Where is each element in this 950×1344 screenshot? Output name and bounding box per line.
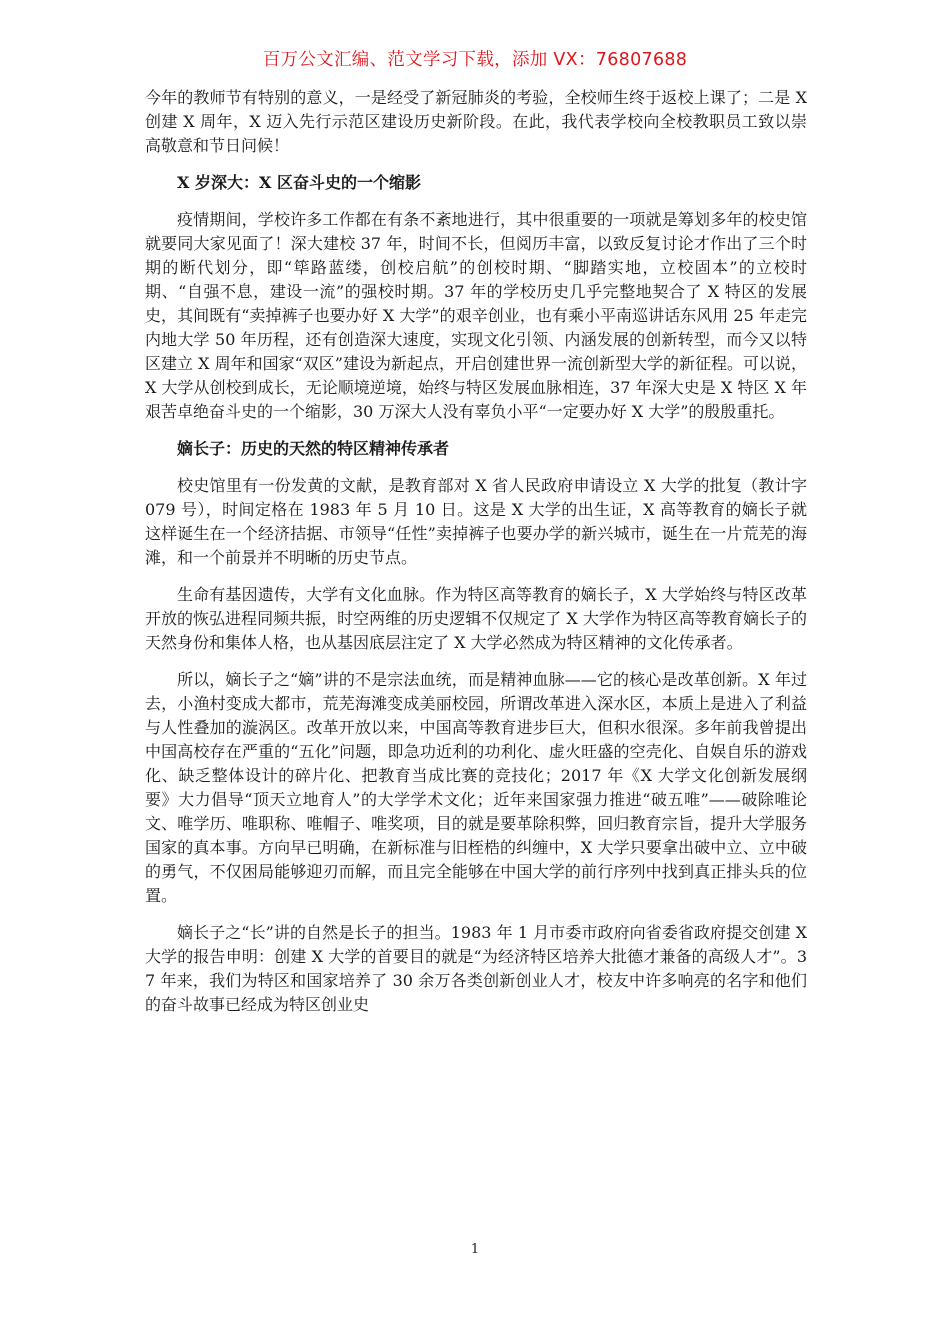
section-heading-2: 嫡长子：历史的天然的特区精神传承者 [177, 439, 450, 458]
section-heading-1: X 岁深大：X 区奋斗史的一个缩影 [177, 173, 421, 192]
section2-paragraph-3: 所以，嫡长子之“嫡”讲的不是宗法血统，而是精神血脉——它的核心是改革创新。X 年过去，小渔村变成大都市，荒芜海滩变成美丽校园，所谓改革进入深水区，本质上是进入了利益与人性叠加的漩涡区。改革开放以来，中国高等教育进步巨大，但积水很深。多年前我曾提出中国高校存在严重的“五化”问题，即急功近利的功利化、虚火旺盛的空壳化、自娱自乐的游戏化、缺乏整体设计的碎片化、把教育当成比赛的竞技化；2017 年《X 大学文化创新发展纲要》大力倡导“顶天立地育人”的大学学术文化；近年来国家强力推进“破五唯”——破除唯论文、唯学历、唯职称、唯帽子、唯奖项，目的就是要革除积弊，回归教育宗旨，提升大学服务国家的真本事。方向早已明确，在新标准与旧桎梏的纠缠中，X 大学只要拿出破中立、立中破的勇气，不仅困局能够迎刃而解，而且完全能够在中国大学的前行序列中找到真正排头兵的位置。 [145, 670, 807, 905]
section2-paragraph-1: 校史馆里有一份发黄的文献，是教育部对 X 省人民政府申请设立 X 大学的批复（教计字 079 号），时间定格在 1983 年 5 月 10 日。这是 X 大学的出生证，X 高等教育的嫡长子就这样诞生在一个经济拮据、市领导“任性”卖掉裤子也要办学的新兴城市，诞生在一片荒芜的海滩，和一个前景并不明晰的历史节点。 [145, 476, 807, 567]
section1-paragraph-1: 疫情期间，学校许多工作都在有条不紊地进行，其中很重要的一项就是筹划多年的校史馆就要同大家见面了！深大建校 37 年，时间不长，但阅历丰富，以致反复讨论才作出了三个时期的断代划分，即“筚路蓝缕，创校启航”的创校时期、“脚踏实地，立校固本”的立校时期、“自强不息，建设一流”的强校时期。37 年的学校历史几乎完整地契合了 X 特区的发展史，其间既有“卖掉裤子也要办好 X 大学”的艰辛创业，也有乘小平南巡讲话东风用 25 年走完内地大学 50 年历程，还有创造深大速度，实现文化引领、内涵发展的创新转型，而今又以特区建立 X 周年和国家“双区”建设为新起点，开启创建世界一流创新型大学的新征程。可以说，X 大学从创校到成长，无论顺境逆境，始终与特区发展血脉相连，37 年深大史是 X 特区 X 年艰苦卓绝奋斗史的一个缩影，30 万深大人没有辜负小平“一定要办好 X 大学”的殷殷重托。 [145, 210, 807, 421]
intro-paragraph: 今年的教师节有特别的意义，一是经受了新冠肺炎的考验，全校师生终于返校上课了；二是 X 创建 X 周年，X 迈入先行示范区建设历史新阶段。在此，我代表学校向全校教职员工致以崇高敬意和节日问候！ [145, 88, 807, 155]
document-body [145, 86, 807, 1017]
section2-paragraph-4: 嫡长子之“长”讲的自然是长子的担当。1983 年 1 月市委市政府向省委省政府提交创建 X 大学的报告申明：创建 X 大学的首要目的就是“为经济特区培养大批德才兼备的高级人才”。37 年来，我们为特区和国家培养了 30 余万各类创新创业人才，校友中许多响亮的名字和他们的奋斗故事已经成为特区创业史 [145, 923, 807, 1014]
header-banner: 百万公文汇编、范文学习下载，添加 VX：76807688 [262, 50, 688, 70]
section2-paragraph-2: 生命有基因遗传，大学有文化血脉。作为特区高等教育的嫡长子，X 大学始终与特区改革开放的恢弘进程同频共振，时空两维的历史逻辑不仅规定了 X 大学作为特区高等教育嫡长子的天然身份和集体人格，也从基因底层注定了 X 大学必然成为特区精神的文化传承者。 [145, 585, 807, 652]
page-number: 1 [470, 1242, 480, 1257]
